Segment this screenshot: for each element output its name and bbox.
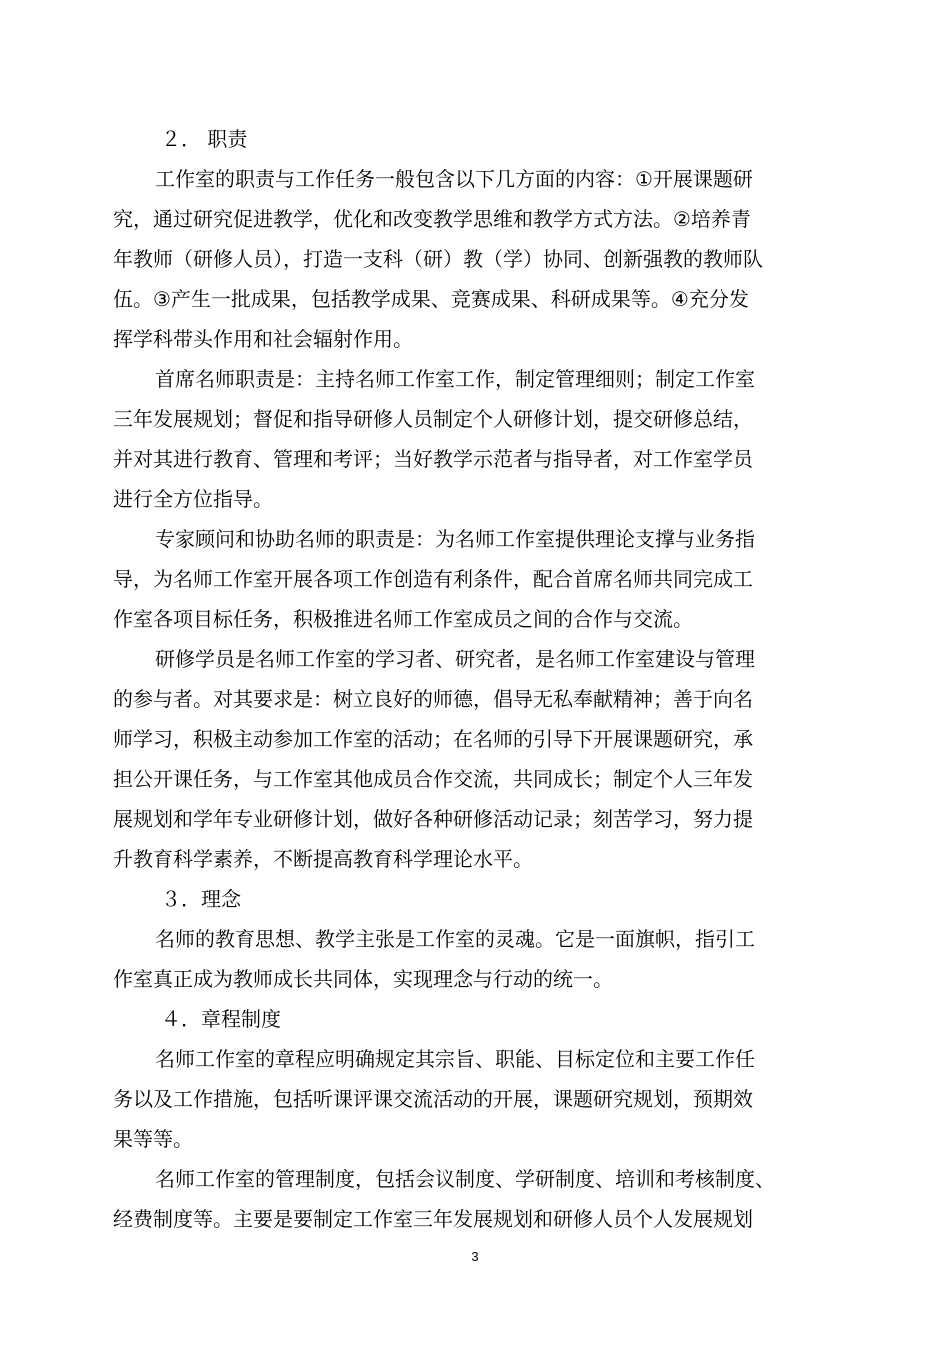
text-line: 挥学科带头作用和社会辐射作用。 bbox=[113, 327, 413, 351]
text-line: 升教育科学素养，不断提高教育科学理论水平。 bbox=[113, 847, 533, 871]
text-line: 名师工作室的章程应明确规定其宗旨、职能、目标定位和主要工作任 bbox=[155, 1047, 755, 1071]
text-line: 的参与者。对其要求是：树立良好的师德，倡导无私奉献精神；善于向名 bbox=[113, 687, 753, 711]
text-line: 名师的教育思想、教学主张是工作室的灵魂。它是一面旗帜，指引工 bbox=[155, 927, 755, 951]
section-heading: ２． 职责 bbox=[161, 127, 248, 151]
text-line: 三年发展规划；督促和指导研修人员制定个人研修计划，提交研修总结， bbox=[113, 407, 753, 431]
text-line: 经费制度等。主要是要制定工作室三年发展规划和研修人员个人发展规划 bbox=[113, 1207, 753, 1231]
section-heading: ４．章程制度 bbox=[161, 1007, 281, 1031]
text-line: 务以及工作措施，包括听课评课交流活动的开展，课题研究规划，预期效 bbox=[113, 1087, 753, 1111]
text-line: 作室真正成为教师成长共同体，实现理念与行动的统一。 bbox=[113, 967, 613, 991]
text-line: 担公开课任务，与工作室其他成员合作交流，共同成长；制定个人三年发 bbox=[113, 767, 753, 791]
text-line: 作室各项目标任务，积极推进名师工作室成员之间的合作与交流。 bbox=[113, 607, 693, 631]
section-heading: ３．理念 bbox=[161, 887, 241, 911]
text-line: 进行全方位指导。 bbox=[113, 487, 273, 511]
text-line: 师学习，积极主动参加工作室的活动；在名师的引导下开展课题研究，承 bbox=[113, 727, 753, 751]
text-line: 首席名师职责是：主持名师工作室工作，制定管理细则；制定工作室 bbox=[155, 367, 755, 391]
text-line: 伍。③产生一批成果，包括教学成果、竞赛成果、科研成果等。④充分发 bbox=[113, 287, 749, 311]
text-line: 专家顾问和协助名师的职责是：为名师工作室提供理论支撑与业务指 bbox=[155, 527, 755, 551]
text-line: 究，通过研究促进教学，优化和改变教学思维和教学方式方法。②培养青 bbox=[113, 207, 751, 231]
text-line: 展规划和学年专业研修计划，做好各种研修活动记录；刻苦学习，努力提 bbox=[113, 807, 753, 831]
text-line: 研修学员是名师工作室的学习者、研究者，是名师工作室建设与管理 bbox=[155, 647, 755, 671]
text-line: 名师工作室的管理制度，包括会议制度、学研制度、培训和考核制度、 bbox=[155, 1167, 775, 1191]
text-line: 并对其进行教育、管理和考评；当好教学示范者与指导者，对工作室学员 bbox=[113, 447, 753, 471]
page-number: 3 bbox=[471, 1249, 479, 1264]
text-line: 年教师（研修人员），打造一支科（研）教（学）协同、创新强教的教师队 bbox=[113, 247, 763, 271]
text-line: 导，为名师工作室开展各项工作创造有利条件，配合首席名师共同完成工 bbox=[113, 567, 753, 591]
document-body bbox=[113, 119, 813, 1239]
text-line: 工作室的职责与工作任务一般包含以下几方面的内容：①开展课题研 bbox=[155, 167, 753, 191]
text-line: 果等等。 bbox=[113, 1127, 193, 1151]
